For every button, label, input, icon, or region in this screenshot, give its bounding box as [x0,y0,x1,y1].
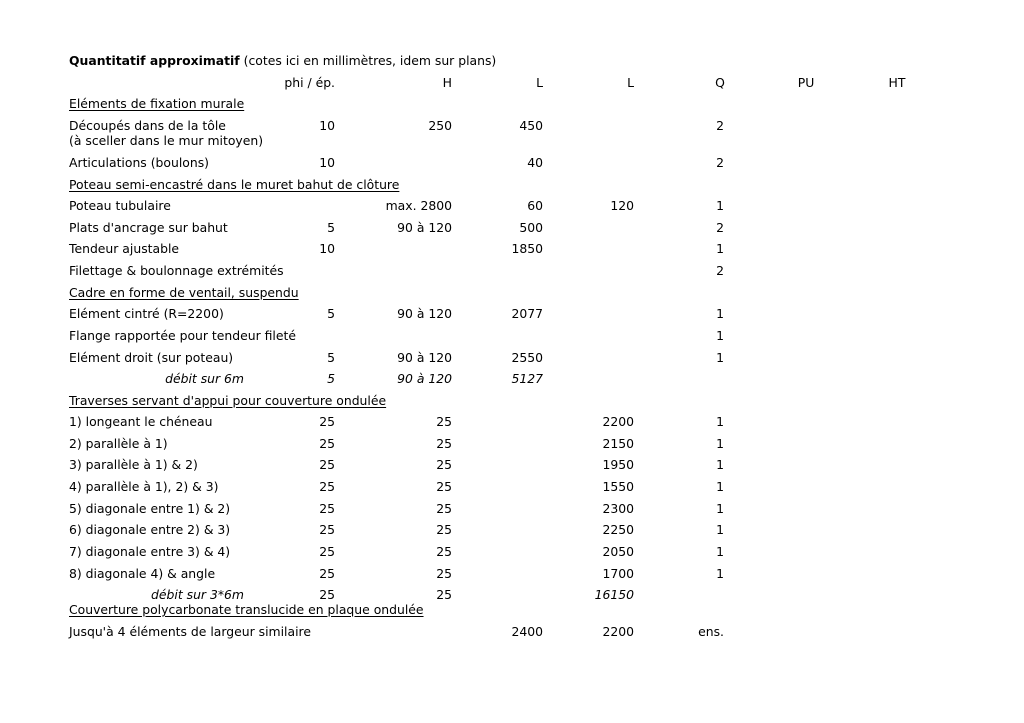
cell-h: 90 à 120 [397,220,452,235]
cell-h: 25 [436,566,452,581]
cell-q: 1 [716,198,724,213]
cell-phi: 25 [319,501,335,516]
cell-phi: 5 [327,220,335,235]
section-heading: Couverture polycarbonate translucide en plaque ondulée [69,602,424,617]
cell-q: 2 [716,263,724,278]
row-label: Tendeur ajustable [69,241,180,256]
cell-phi: 25 [319,522,335,537]
section-heading: Traverses servant d'appui pour couverture ondulée [69,393,387,408]
cell-h: 250 [428,118,452,133]
section-heading: Eléments de fixation murale [69,96,245,111]
cell-phi: 10 [319,155,335,170]
cell-l2: 1700 [602,566,634,581]
row-label: 3) parallèle à 1) & 2) [69,457,198,472]
cell-q: ens. [698,624,724,639]
cell-l1: 500 [519,220,543,235]
cell-phi: 5 [327,371,335,386]
cell-l1: 2400 [511,624,543,639]
cell-l2: 2200 [602,414,634,429]
cell-l2: 120 [610,198,634,213]
cell-q: 1 [716,414,724,429]
cell-phi: 10 [319,118,335,133]
cell-q: 2 [716,118,724,133]
cell-q: 1 [716,479,724,494]
cell-l2: 2050 [602,544,634,559]
cell-l1: 40 [527,155,543,170]
cell-phi: 25 [319,414,335,429]
cell-phi: 5 [327,306,335,321]
cell-h: 90 à 120 [397,371,452,386]
header-ht: HT [888,75,906,90]
row-label: débit sur 3*6m [151,587,244,602]
row-label: 1) longeant le chéneau [69,414,213,429]
cell-l2: 2300 [602,501,634,516]
section-heading: Cadre en forme de ventail, suspendu [69,285,299,300]
cell-q: 2 [716,155,724,170]
row-label: (à sceller dans le mur mitoyen) [69,133,264,148]
row-label: Jusqu'à 4 éléments de largeur similaire [69,624,311,639]
cell-q: 1 [716,457,724,472]
cell-h: 25 [436,457,452,472]
row-label: Articulations (boulons) [69,155,209,170]
title-rest: (cotes ici en millimètres, idem sur plans) [239,53,497,68]
cell-h: 90 à 120 [397,306,452,321]
cell-q: 1 [716,522,724,537]
cell-l2: 2150 [602,436,634,451]
cell-h: max. 2800 [385,198,452,213]
row-label: 4) parallèle à 1), 2) & 3) [69,479,219,494]
row-label: 8) diagonale 4) & angle [69,566,216,581]
cell-l1: 2550 [511,350,543,365]
row-label: débit sur 6m [165,371,244,386]
cell-q: 1 [716,501,724,516]
row-label: Elément droit (sur poteau) [69,350,234,365]
cell-h: 25 [436,501,452,516]
cell-phi: 25 [319,587,335,602]
cell-q: 1 [716,350,724,365]
row-label: Elément cintré (R=2200) [69,306,224,321]
cell-l1: 5127 [511,371,543,386]
row-label: Découpés dans de la tôle [69,118,226,133]
row-label: 2) parallèle à 1) [69,436,168,451]
title-bold: Quantitatif approximatif [69,53,240,68]
cell-phi: 10 [319,241,335,256]
cell-q: 1 [716,241,724,256]
cell-q: 1 [716,306,724,321]
cell-phi: 5 [327,350,335,365]
cell-h: 25 [436,414,452,429]
cell-q: 1 [716,328,724,343]
row-label: 6) diagonale entre 2) & 3) [69,522,231,537]
header-pu: PU [797,75,815,90]
header-q: Q [715,75,725,90]
row-label: 7) diagonale entre 3) & 4) [69,544,231,559]
cell-h: 25 [436,522,452,537]
cell-l1: 1850 [511,241,543,256]
header-phi: phi / ép. [284,75,335,90]
cell-q: 1 [716,436,724,451]
cell-h: 25 [436,544,452,559]
cell-l2: 2250 [602,522,634,537]
cell-l2: 1950 [602,457,634,472]
cell-h: 90 à 120 [397,350,452,365]
cell-l1: 60 [527,198,543,213]
row-label: Filettage & boulonnage extrémités [69,263,284,278]
row-label: 5) diagonale entre 1) & 2) [69,501,231,516]
cell-phi: 25 [319,544,335,559]
cell-h: 25 [436,479,452,494]
cell-phi: 25 [319,457,335,472]
cell-l1: 450 [519,118,543,133]
cell-phi: 25 [319,566,335,581]
row-label: Plats d'ancrage sur bahut [69,220,228,235]
header-l2: L [627,75,634,90]
row-label: Flange rapportée pour tendeur fileté [69,328,296,343]
cell-l2: 2200 [602,624,634,639]
section-heading: Poteau semi-encastré dans le muret bahut de clôture [69,177,400,192]
cell-l2: 1550 [602,479,634,494]
cell-h: 25 [436,436,452,451]
cell-q: 1 [716,566,724,581]
row-label: Poteau tubulaire [69,198,171,213]
cell-l2: 16150 [594,587,634,602]
cell-h: 25 [436,587,452,602]
cell-phi: 25 [319,436,335,451]
cell-q: 2 [716,220,724,235]
document-title [69,53,496,68]
cell-phi: 25 [319,479,335,494]
header-l1: L [536,75,543,90]
header-h: H [442,75,452,90]
cell-q: 1 [716,544,724,559]
cell-l1: 2077 [511,306,543,321]
